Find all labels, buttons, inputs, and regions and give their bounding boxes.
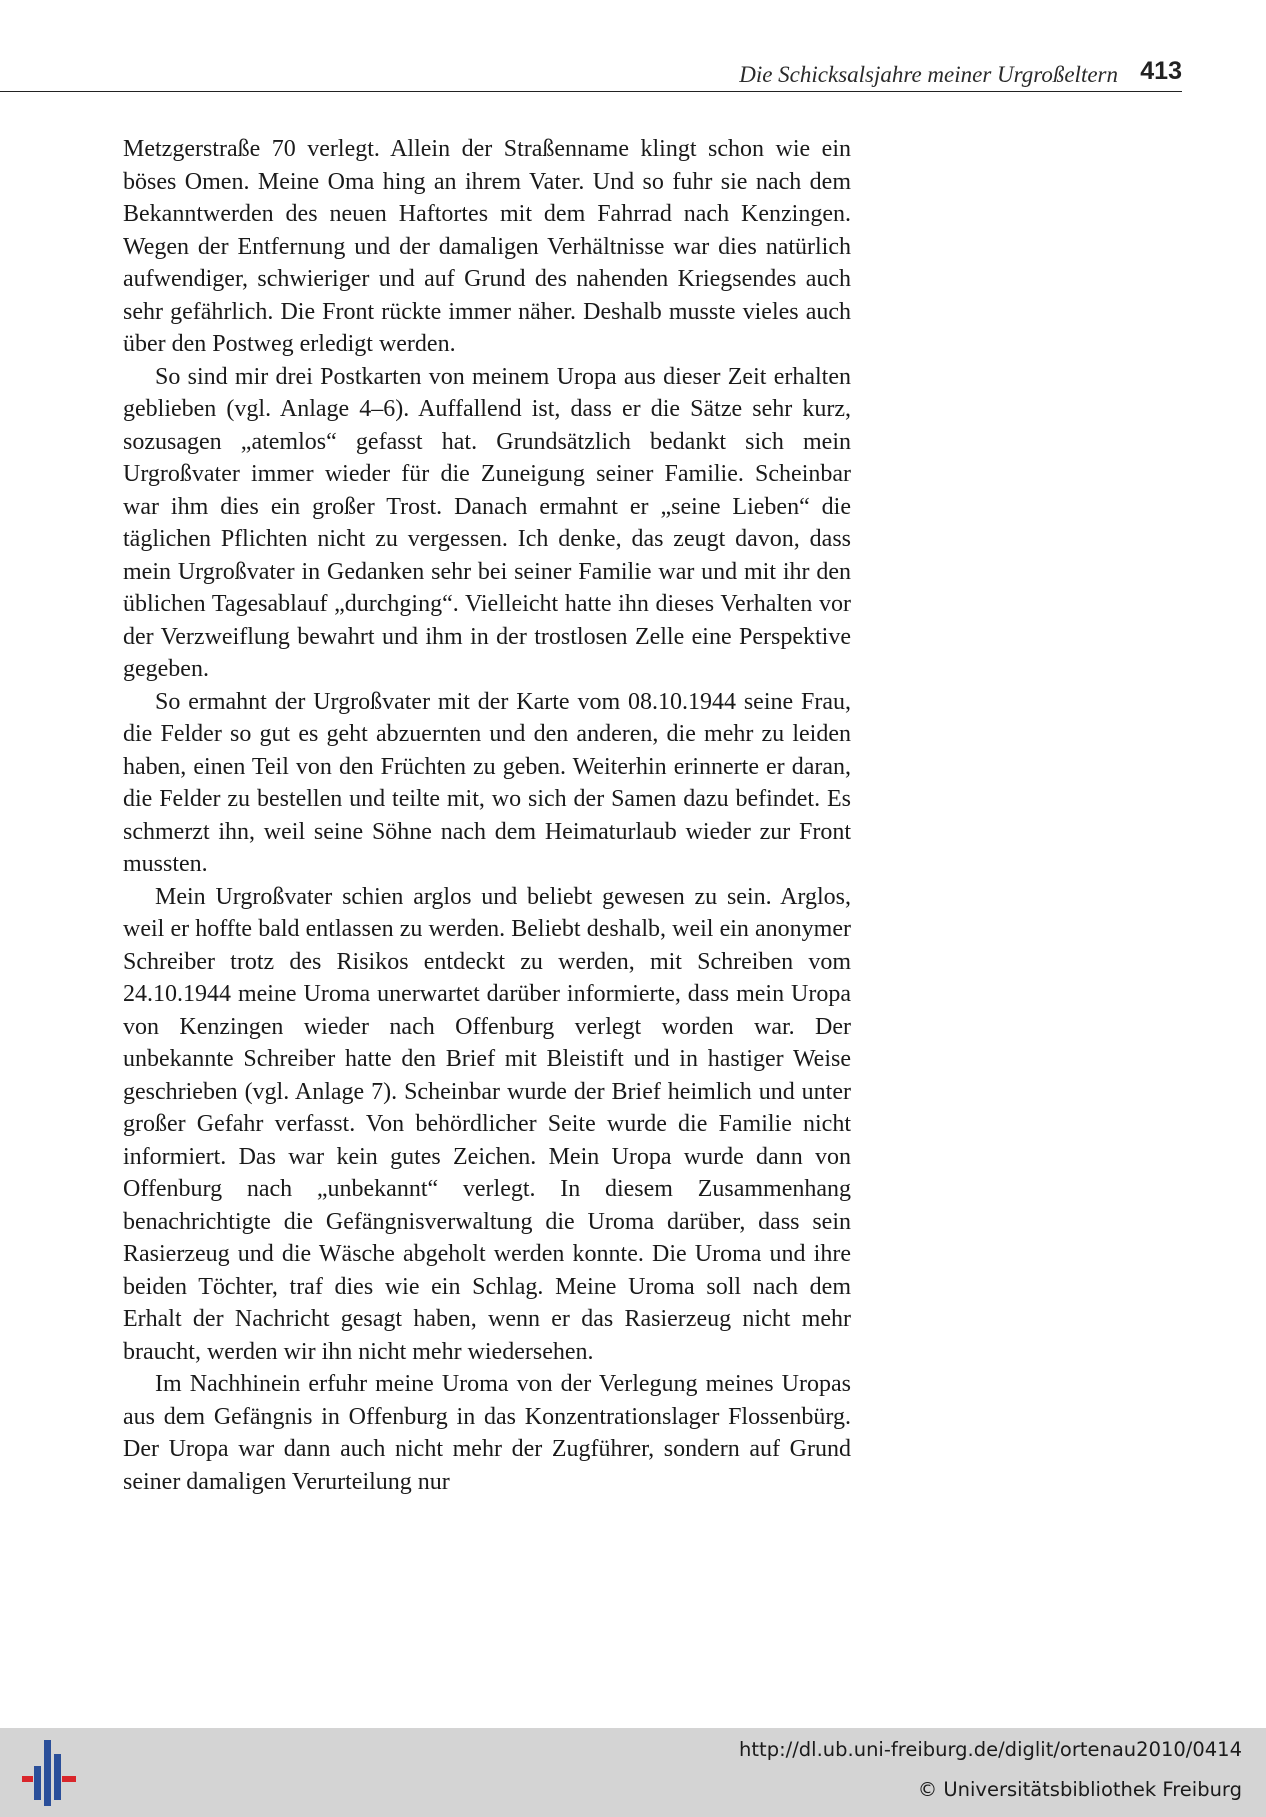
paragraph: Mein Urgroßvater schien arglos und beliebt gewesen zu sein. Arglos, weil er hoffte bald entlassen zu werden. Beliebt deshalb, weil ein anonymer Schreiber trotz des Risikos entdeckt zu werden, mit Schreiben vom 24.10.1944 meine Uroma unerwartet darüber informierte, dass mein Uropa von Kenzingen wieder nach Offenburg verlegt worden war. Der unbekannte Schreiber hatte den Brief mit Bleistift und in hastiger Weise geschrieben (vgl. Anlage 7). Scheinbar wurde der Brief heimlich und unter großer Gefahr verfasst. Von behördlicher Seite wurde die Familie nicht informiert. Das war kein gutes Zeichen. Mein Uropa wurde dann von Offenburg nach „unbekannt“ verlegt. In diesem Zusammenhang benachrichtigte die Gefängnisverwaltung die Uroma darüber, dass sein Rasierzeug und die Wäsche abgeholt werden konnte. Die Uroma und ihre beiden Töchter, traf dies wie ein Schlag. Meine Uroma soll nach dem Erhalt der Nachricht gesagt haben, wenn er das Rasierzeug nicht mehr braucht, werden wir ihn nicht mehr wiedersehen. (123, 883, 851, 1365)
paragraph: So sind mir drei Postkarten von meinem Uropa aus dieser Zeit erhalten geblieben (vgl. Anlage 4–6). Auffallend ist, dass er die Sätze sehr kurz, sozusagen „atemlos“ gefasst hat. Grundsätzlich bedankt sich mein Urgroßvater immer wieder für die Zuneigung seiner Familie. Scheinbar war ihm dies ein großer Trost. Danach ermahnt er „seine Lieben“ die täglichen Pflichten nicht zu vergessen. Ich denke, das zeugt davon, dass mein Urgroßvater in Gedanken sehr bei seiner Familie war und mit ihr den üblichen Tagesablauf „durchging“. Vielleicht hatte ihn dieses Verhalten vor der Verzweiflung bewahrt und ihm in der trostlosen Zelle eine Perspektive gegeben. (123, 363, 851, 682)
paragraph: Metzgerstraße 70 verlegt. Allein der Straßenname klingt schon wie ein böses Omen. Meine Oma hing an ihrem Vater. Und so fuhr sie nach dem Bekanntwerden des neuen Haftortes mit dem Fahrrad nach Kenzingen. Wegen der Entfernung und der damaligen Verhältnisse war dies natürlich aufwendiger, schwieriger und auf Grund des nahenden Kriegsendes auch sehr gefährlich. Die Front rückte immer näher. Deshalb musste vieles auch über den Postweg erledigt werden. (123, 136, 851, 357)
body-text (123, 133, 851, 1498)
ub-freiburg-logo-icon (18, 1740, 80, 1806)
running-header (0, 56, 1182, 92)
footer-copyright: © Universitätsbibliothek Freiburg (917, 1778, 1242, 1801)
page-number: 413 (1140, 57, 1182, 85)
running-title: Die Schicksalsjahre meiner Urgroßeltern (739, 62, 1118, 87)
footer-bar (0, 1728, 1266, 1817)
footer-url-link[interactable]: http://dl.ub.uni-freiburg.de/diglit/ortenau2010/0414 (739, 1738, 1242, 1761)
paragraph: So ermahnt der Urgroßvater mit der Karte vom 08.10.1944 seine Frau, die Felder so gut es geht abzuernten und den anderen, die mehr zu leiden haben, einen Teil von den Früchten zu geben. Weiterhin erinnerte er daran, die Felder zu bestellen und teilte mit, wo sich der Samen dazu befindet. Es schmerzt ihn, weil seine Söhne nach dem Heimaturlaub wieder zur Front mussten. (123, 688, 851, 877)
paragraph: Im Nachhinein erfuhr meine Uroma von der Verlegung meines Uropas aus dem Gefängnis in Offenburg in das Konzentrationslager Flossenbürg. Der Uropa war dann auch nicht mehr der Zugführer, sondern auf Grund seiner damaligen Verurteilung nur (123, 1371, 851, 1495)
